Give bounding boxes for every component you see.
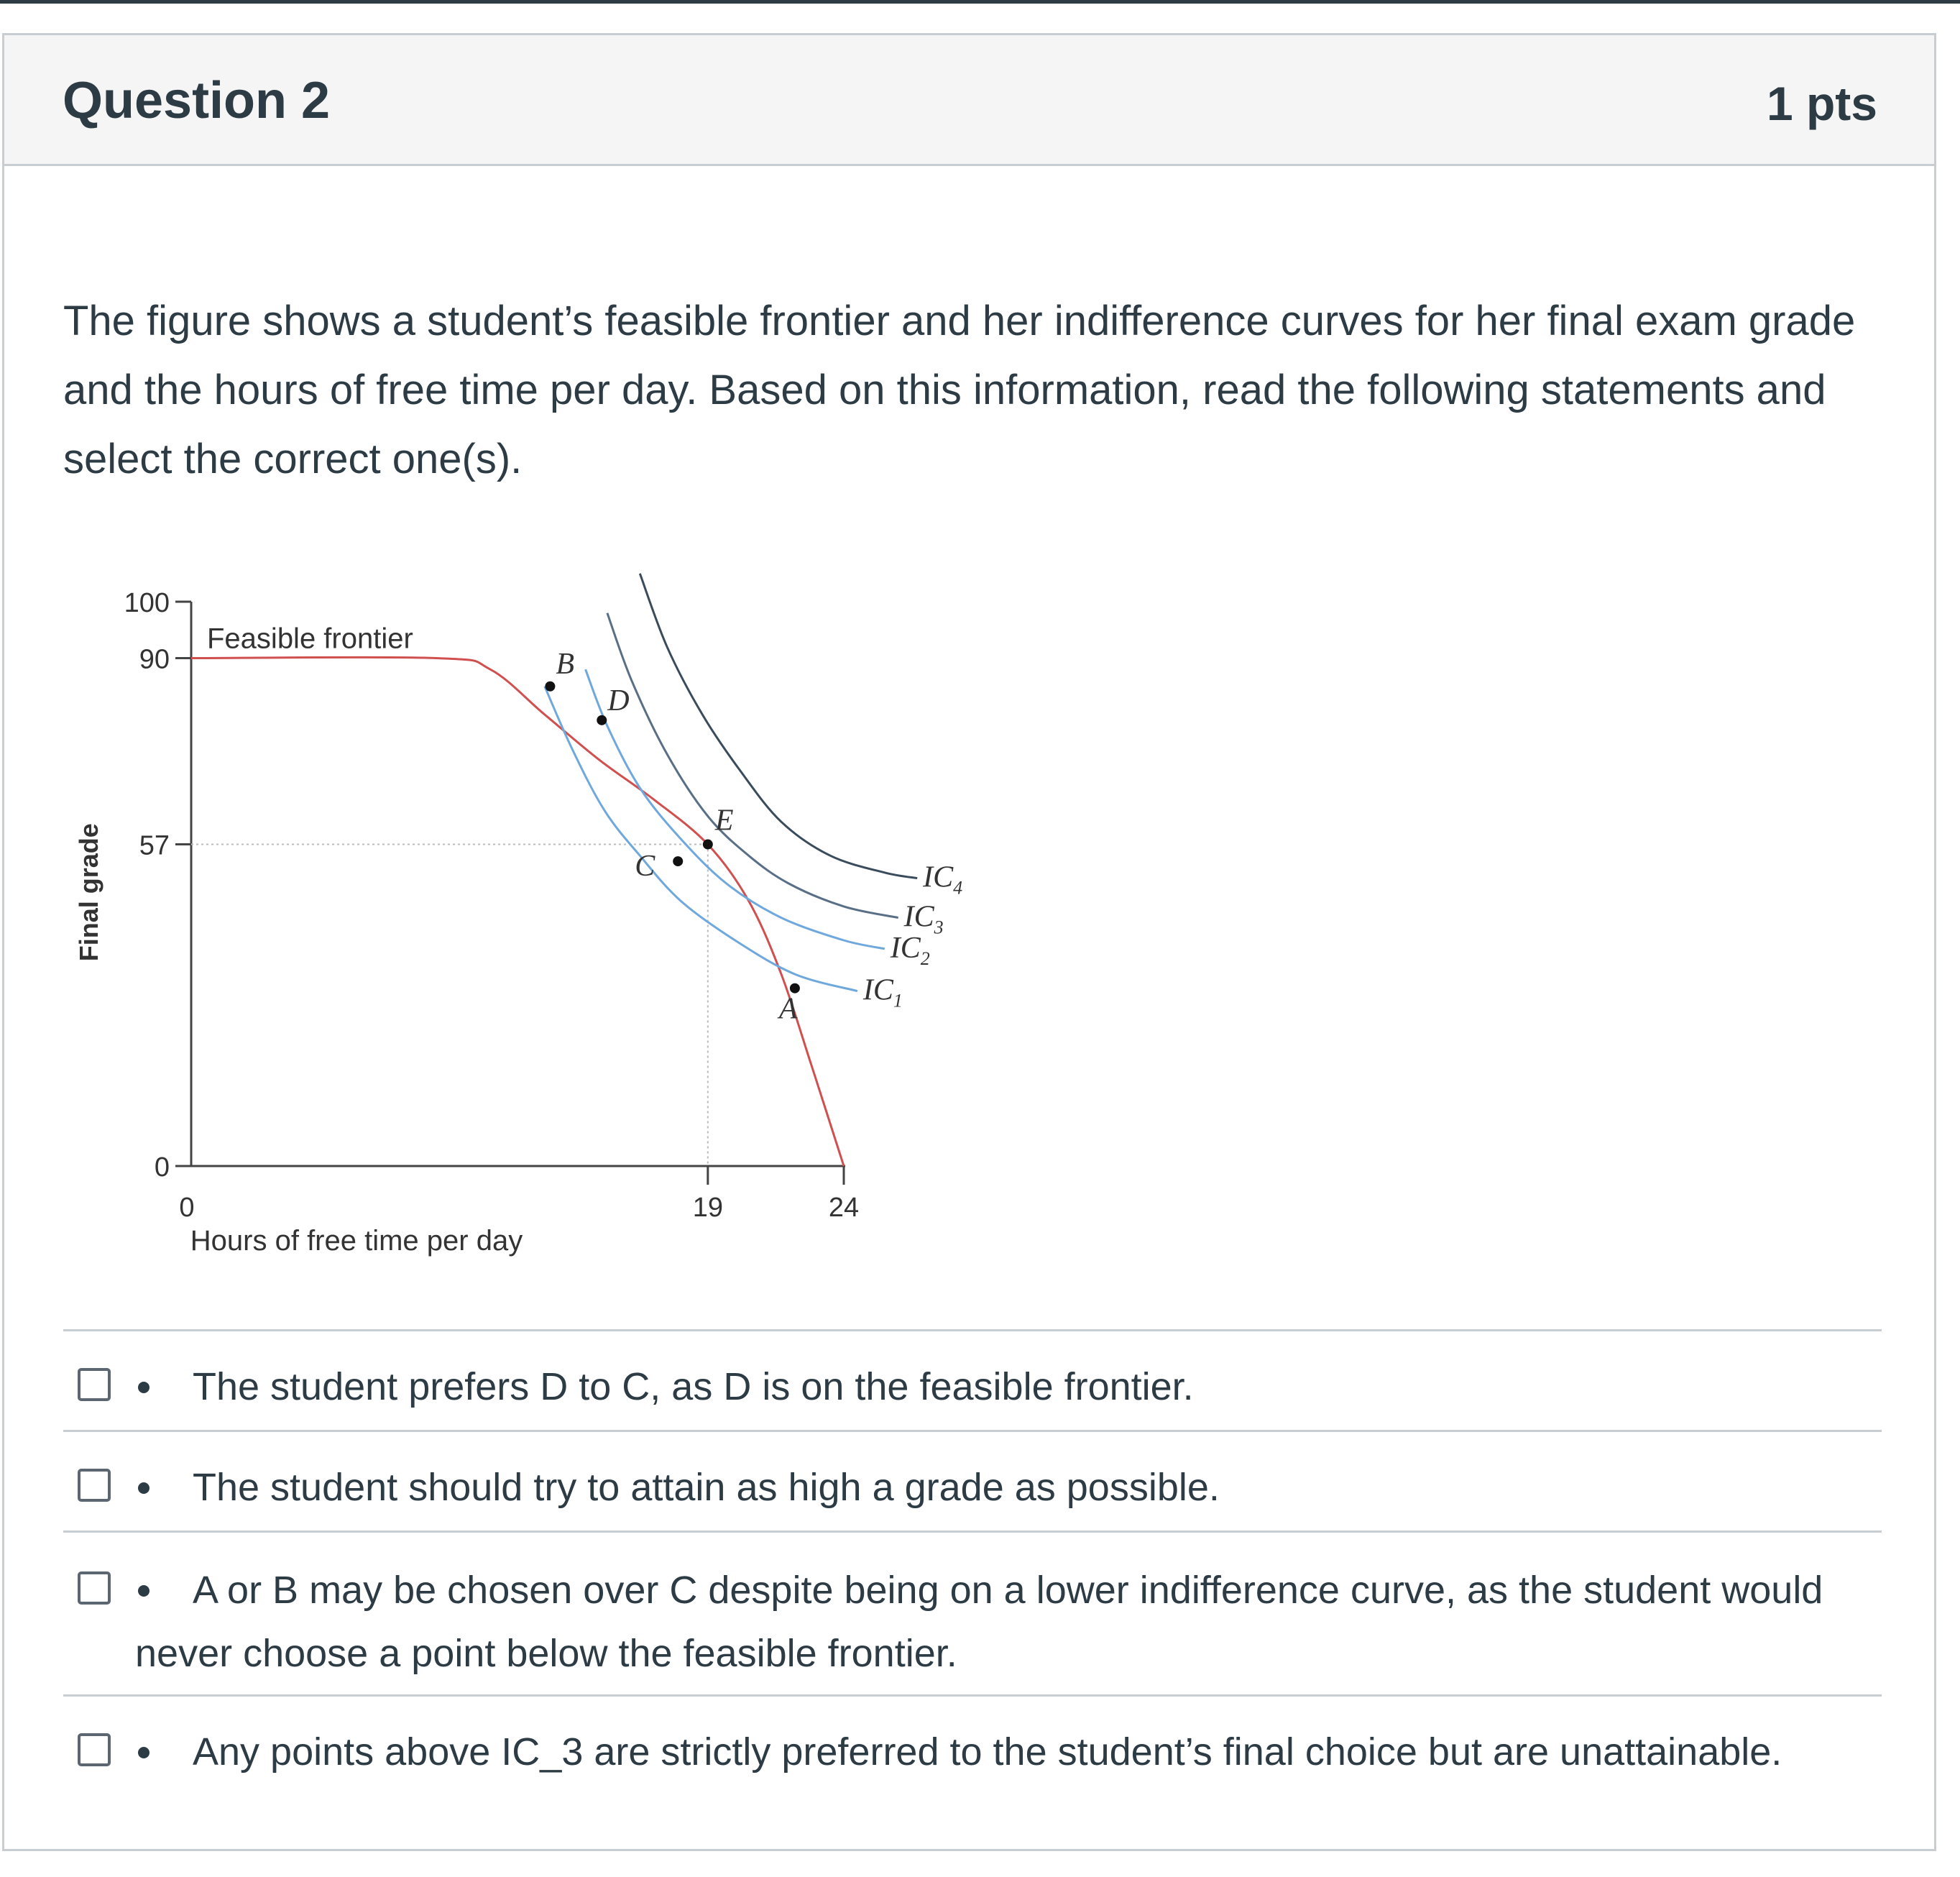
answer-checkbox[interactable] xyxy=(78,1571,111,1605)
figure xyxy=(62,538,996,1300)
point-label-e: E xyxy=(714,804,734,837)
answer-option[interactable] xyxy=(63,1694,1882,1795)
answer-option[interactable] xyxy=(63,1530,1882,1694)
point-b xyxy=(545,681,555,692)
point-label-d: D xyxy=(607,684,630,717)
point-label-b: B xyxy=(556,647,575,681)
answer-text: Any points above IC_3 are strictly preferred to the student’s final choice but are unattainable. xyxy=(193,1730,1782,1773)
feasible-frontier-chart xyxy=(62,538,996,1300)
point-c xyxy=(673,856,683,866)
ic2-curve xyxy=(586,669,885,949)
point-a xyxy=(790,983,800,993)
point-label-a: A xyxy=(778,992,798,1026)
question-prompt: The figure shows a student’s feasible frontier and her indifference curves for her final exam grade and the hours of free time per day. Based on this information, read the following statements and select the correct one(s). xyxy=(63,298,1856,482)
answer-text: The student prefers D to C, as D is on the feasible frontier. xyxy=(193,1365,1194,1408)
answer-checkbox[interactable] xyxy=(78,1368,111,1401)
question-card xyxy=(2,33,1936,1851)
curve-label-subscript: 2 xyxy=(920,947,930,969)
y-tick-label: 90 xyxy=(139,644,170,675)
chart-reference-lines xyxy=(191,845,708,1166)
y-tick-label: 57 xyxy=(139,830,170,861)
answer-text: A or B may be chosen over C despite being on a lower indifference curve, as the student would never choose a point below the feasible frontier. xyxy=(135,1569,1823,1675)
answer-list xyxy=(63,1329,1882,1795)
frontier-label: Feasible frontier xyxy=(207,623,413,655)
point-d xyxy=(597,715,607,725)
x-tick-label: 0 xyxy=(179,1193,195,1223)
answer-checkbox[interactable] xyxy=(78,1733,111,1766)
ic4-label: $IC_4$ xyxy=(923,861,963,899)
y-axis-label: Final grade xyxy=(74,823,103,962)
feasible-frontier-line xyxy=(191,657,844,1166)
answer-checkbox[interactable] xyxy=(78,1469,111,1502)
question-header xyxy=(4,35,1934,166)
ic4-curve xyxy=(640,574,917,878)
point-label-c: C xyxy=(635,850,655,884)
x-tick-label: 24 xyxy=(828,1193,860,1223)
chart-series xyxy=(191,574,917,1166)
chart-axes xyxy=(74,588,859,1257)
y-tick-label: 100 xyxy=(124,588,170,618)
top-rule xyxy=(0,0,1960,4)
curve-label-subscript: 1 xyxy=(893,990,903,1011)
question-title: Question 2 xyxy=(63,72,331,129)
y-tick-label: 0 xyxy=(154,1152,170,1183)
answer-text: The student should try to attain as high a grade as possible. xyxy=(193,1466,1220,1509)
answer-option[interactable] xyxy=(63,1430,1882,1530)
chart-points xyxy=(545,681,800,993)
x-axis-label: Hours of free time per day xyxy=(190,1225,523,1257)
curve-label-subscript: 3 xyxy=(934,917,944,938)
ic2-label: $IC_2$ xyxy=(890,931,930,969)
curve-label-subscript: 4 xyxy=(953,877,963,899)
x-tick-label: 19 xyxy=(692,1193,723,1223)
point-e xyxy=(703,840,713,850)
answer-option[interactable] xyxy=(63,1329,1882,1430)
chart-labels xyxy=(207,623,962,1026)
ic3-label: $IC_3$ xyxy=(903,900,944,938)
ic1-label: $IC_1$ xyxy=(862,973,903,1011)
question-points: 1 pts xyxy=(1766,77,1877,130)
